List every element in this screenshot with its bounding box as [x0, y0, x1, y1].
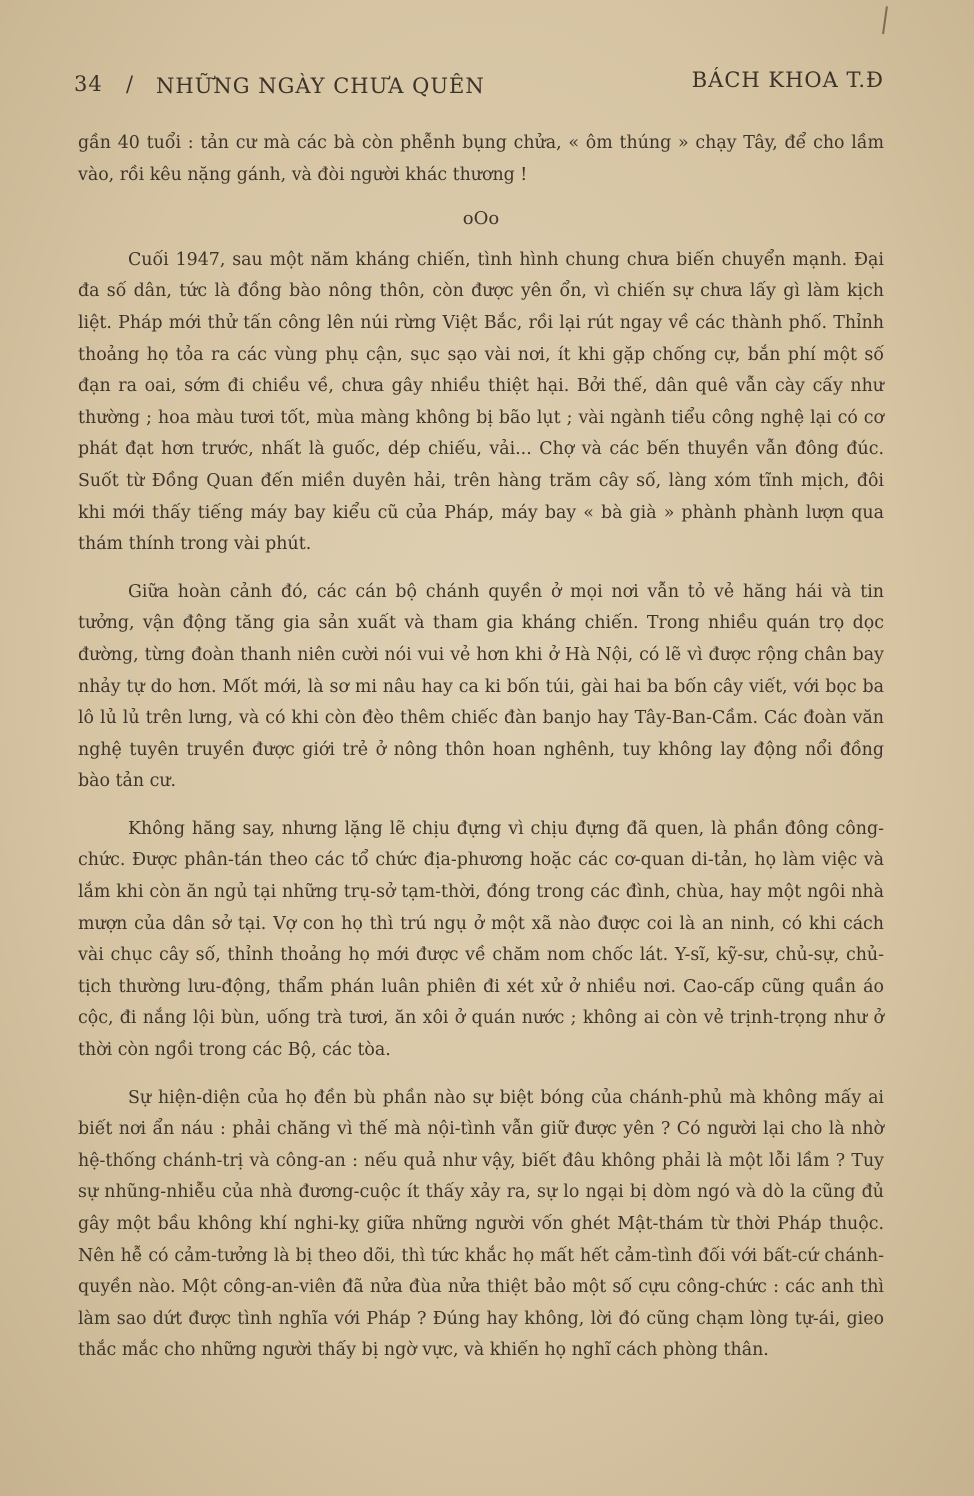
paragraph-2: Giữa hoàn cảnh đó, các cán bộ chánh quyền ở mọi nơi vẫn tỏ vẻ hăng hái và tin tưởng, vận động tăng gia sản xuất và tham gia kháng chiến. Trong nhiều quán trọ dọc đường, từng đoàn thanh niên cười nói vui vẻ hơn khi ở Hà Nội, có lẽ vì được rộng chân bay nhảy tự do hơn. Mốt mới, là sơ mi nâu hay ca ki bốn túi, gài hai ba bốn cây viết, với bọc ba lô lủ lủ trên lưng, và có khi còn đèo thêm chiếc đàn banjo hay Tây-Ban-Cầm. Các đoàn văn nghệ tuyên truyền được giới trẻ ở nông thôn hoan nghênh, tuy không lay động nổi đồng bào tản cư.: [78, 581, 884, 792]
chapter-title: NHỮNG NGÀY CHƯA QUÊN: [156, 74, 485, 98]
header-separator: /: [126, 72, 135, 96]
page-number: 34: [74, 72, 103, 96]
section-separator: oOo: [462, 208, 500, 230]
paragraph-continued: gần 40 tuổi : tản cư mà các bà còn phễnh bụng chửa, « ôm thúng » chạy Tây, để cho lầm vào, rồi kêu nặng gánh, và đòi người khác thương !: [78, 133, 884, 185]
page-body: [78, 128, 884, 1383]
paragraph-4: Sự hiện-diện của họ đền bù phần nào sự biệt bóng của chánh-phủ mà không mấy ai biết nơi ẩn náu : phải chăng vì thế mà nội-tình vẫn giữ được yên ? Có người lại cho là nhờ hệ-thống chánh-trị và công-an : nếu quả như vậy, biết đâu không phải là một lỗi lầm ? Tuy sự nhũng-nhiễu của nhà đương-cuộc ít thấy xảy ra, sự lo ngại bị dòm ngó và dò la cũng đủ gây một bầu không khí nghi-kỵ giữa những người vốn ghét Mật-thám từ thời Pháp thuộc. Nên hễ có cảm-tưởng là bị theo dõi, thì tức khắc họ mất hết cảm-tình đối với bất-cứ chánh-quyền nào. Một công-an-viên đã nửa đùa nửa thiệt bảo một số cựu công-chức : các anh thì làm sao dứt được tình nghĩa với Pháp ? Đúng hay không, lời đó cũng chạm lòng tự-ái, gieo thắc mắc cho những người thấy bị ngờ vực, và khiến họ nghĩ cách phòng thân.: [78, 1087, 884, 1361]
magazine-name: BÁCH KHOA T.Đ: [691, 68, 884, 92]
ink-mark: [879, 6, 888, 34]
paragraph-3: Không hăng say, nhưng lặng lẽ chịu đựng vì chịu đựng đã quen, là phần đông công-chức. Được phân-tán theo các tổ chức địa-phương hoặc các cơ-quan di-tản, họ làm việc và lắm khi còn ăn ngủ tại những trụ-sở tạm-thời, đóng trong các đình, chùa, hay một ngôi nhà mượn của dân sở tại. Vợ con họ thì trú ngụ ở một xã nào được coi là an ninh, có khi cách vài chục cây số, thỉnh thoảng họ mới được về chăm nom chốc lát. Y-sĩ, kỹ-sư, chủ-sự, chủ-tịch thường lưu-động, thẩm phán luân phiên đi xét xử ở nhiều nơi. Cao-cấp cũng quần áo cộc, đi nắng lội bùn, uống trà tươi, ăn xôi ở quán nước ; không ai còn vẻ trịnh-trọng như ở thời còn ngồi trong các Bộ, các tòa.: [78, 818, 884, 1061]
page-header: [74, 68, 884, 104]
paragraph-1: Cuối 1947, sau một năm kháng chiến, tình hình chung chưa biến chuyển mạnh. Đại đa số dân, tức là đồng bào nông thôn, còn được yên ổn, vì chiến sự chưa lấy gì làm kịch liệt. Pháp mới thử tấn công lên núi rừng Việt Bắc, rồi lại rút ngay về các thành phố. Thỉnh thoảng họ tỏa ra các vùng phụ cận, sục sạo vài nơi, ít khi gặp chống cự, bắn phí một số đạn ra oai, sớm đi chiều về, chưa gây nhiều thiệt hại. Bởi thế, dân quê vẫn cày cấy như thường ; hoa màu tươi tốt, mùa màng không bị bão lụt ; vài ngành tiểu công nghệ lại có cơ phát đạt hơn trước, nhất là guốc, dép chiếu, vải... Chợ và các bến thuyền vẫn đông đúc. Suốt từ Đồng Quan đến miền duyên hải, trên hàng trăm cây số, làng xóm tĩnh mịch, đôi khi mới thấy tiếng máy bay kiểu cũ của Pháp, máy bay « bà già » phành phành lượn qua thám thính trong vài phút.: [78, 249, 884, 555]
